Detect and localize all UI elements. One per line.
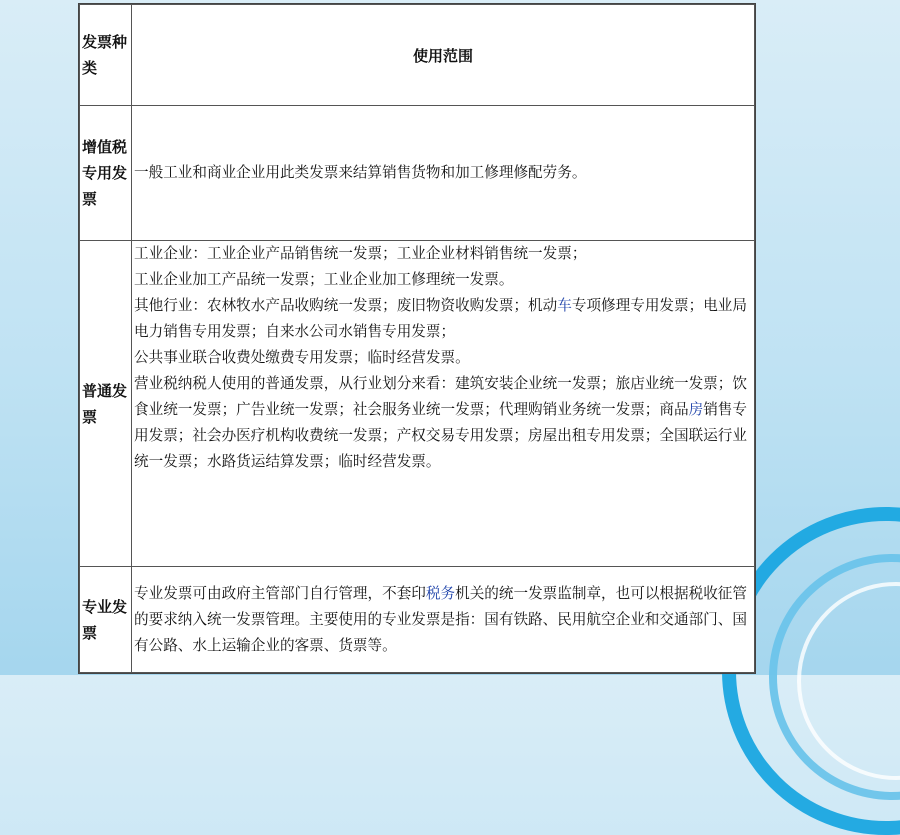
header-type-cell: 发票种类 [80, 5, 132, 106]
general-line-6: 营业税纳税人使用的普通发票，从行业划分来看：建筑安装企业统一发票；旅店业统一发票；饮食业统一发票；广告业统一发票；社会服务业统一发票；代理购销业务统一发票；商品 [134, 375, 747, 418]
invoice-table [78, 3, 756, 674]
table-row [80, 106, 755, 241]
header-scope-cell: 使用范围 [132, 5, 755, 106]
table-row [80, 567, 755, 673]
general-para-other [134, 293, 751, 345]
table-header-row [80, 5, 755, 106]
row-scope-special [132, 567, 755, 673]
row-scope-general [132, 241, 755, 567]
general-para-business [134, 371, 751, 475]
table-row [80, 241, 755, 567]
row-type-special: 专业发票 [80, 567, 132, 673]
house-link[interactable]: 房 [688, 401, 704, 418]
tax-link[interactable]: 税务 [425, 584, 456, 602]
general-line-7: 销售专用发票；社会办医疗机构收费统一发票；产权交易专用发票；房屋出租专用发票；全国联运行业统一发票；水路货运结算发票；临时经营发票。 [134, 401, 747, 470]
special-text-a: 专业发票可由政府主管部门自行管理，不套印 [134, 584, 426, 602]
row-type-vat: 增值税专用发票 [80, 106, 132, 241]
general-line-2: 工业企业加工产品统一发票；工业企业加工修理统一发票。 [134, 271, 514, 288]
general-line-3: 其他行业：农林牧水产品收购统一发票；废旧物资收购发票；机动 [134, 297, 558, 314]
general-line-1: 工业企业：工业企业产品销售统一发票；工业企业材料销售统一发票； [134, 245, 587, 262]
special-text-b: 机关的统一发票监制章，也可以根据税收征管的要求纳入统一发票管理。主要使用的专业发票是指：国有铁路、民用航空企业和交通部门、国有公路、水上运输企业的客票、货票等。 [134, 584, 747, 654]
general-line-5: 公共事业联合收费处缴费专用发票；临时经营发票。 [134, 349, 470, 366]
general-line-4: 专项修理专用发票；电业局电力销售专用发票；自来水公司水销售专用发票； [134, 297, 747, 340]
row-type-general: 普通发票 [80, 241, 132, 567]
car-link[interactable]: 车 [557, 297, 572, 314]
row-scope-vat: 一般工业和商业企业用此类发票来结算销售货物和加工修理修配劳务。 [132, 106, 755, 241]
